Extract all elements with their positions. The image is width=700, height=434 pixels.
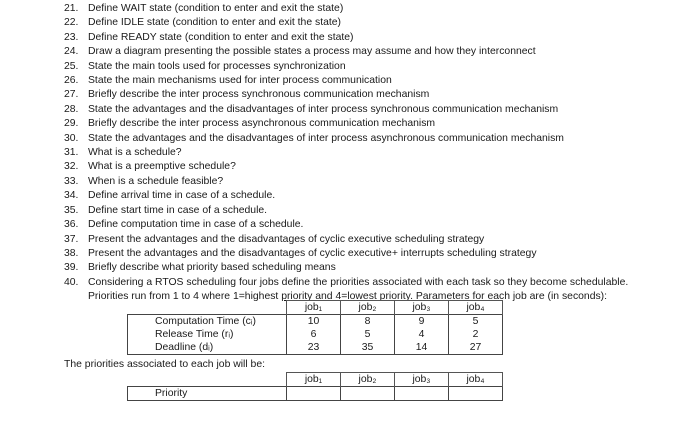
priorities-prompt: The priorities associated to each job will be: bbox=[64, 359, 265, 370]
table-row-deadline bbox=[128, 341, 503, 355]
table-cell: 8 bbox=[341, 315, 395, 329]
question-item bbox=[64, 2, 694, 16]
table-row-priority bbox=[128, 387, 503, 401]
table-cell: 14 bbox=[395, 341, 449, 355]
table-cell: 6 bbox=[287, 328, 341, 341]
question-number: 25. bbox=[64, 60, 79, 72]
column-header-job4: job₄ bbox=[449, 373, 503, 387]
question-number: 32. bbox=[64, 161, 79, 173]
question-number: 38. bbox=[64, 247, 79, 259]
column-header-job1: job₁ bbox=[287, 373, 341, 387]
question-item bbox=[64, 276, 694, 290]
column-header-job2: job₂ bbox=[341, 301, 395, 315]
question-text: Present the advantages and the disadvantages of cyclic executive+ interrupts scheduling strategy bbox=[88, 247, 537, 259]
question-item bbox=[64, 88, 694, 102]
question-text: Define IDLE state (condition to enter and exit the state) bbox=[88, 17, 341, 29]
priority-cell-job2 bbox=[341, 387, 395, 401]
question-item bbox=[64, 160, 694, 174]
table-corner-cell bbox=[128, 373, 287, 387]
question-item bbox=[64, 204, 694, 218]
question-item bbox=[64, 218, 694, 232]
table-cell: 23 bbox=[287, 341, 341, 355]
continuation-text-start: Priorities run from 1 to 4 where 1=highest bbox=[88, 291, 282, 303]
question-text: State the main mechanisms used for inter process communication bbox=[88, 75, 392, 87]
priority-answer-table bbox=[127, 372, 503, 401]
table-cell: 2 bbox=[449, 328, 503, 341]
question-text: Briefly describe the inter process synchronous communication mechanism bbox=[88, 89, 430, 101]
question-item bbox=[64, 60, 694, 74]
column-header-job2: job₂ bbox=[341, 373, 395, 387]
table-header-row bbox=[128, 373, 503, 387]
column-header-job3: job₃ bbox=[395, 373, 449, 387]
question-number: 30. bbox=[64, 132, 79, 144]
question-text: Define READY state (condition to enter and exit the state) bbox=[88, 31, 354, 43]
question-number: 29. bbox=[64, 118, 79, 130]
question-text: What is a schedule? bbox=[88, 147, 182, 159]
question-number: 26. bbox=[64, 75, 79, 87]
question-text: What is a preemptive schedule? bbox=[88, 161, 236, 173]
question-text: Briefly describe what priority based scheduling means bbox=[88, 262, 336, 274]
question-text: When is a schedule feasible? bbox=[88, 175, 224, 187]
question-text: Considering a RTOS scheduling four jobs define the priorities associated with each task so they become schedulable. bbox=[88, 276, 629, 288]
job-parameters-table bbox=[127, 300, 503, 355]
question-item bbox=[64, 117, 694, 131]
question-text: Define start time in case of a schedule. bbox=[88, 204, 268, 216]
table-row-release-time bbox=[128, 328, 503, 341]
question-item bbox=[64, 146, 694, 160]
priority-cell-job3 bbox=[395, 387, 449, 401]
priority-cell-job1 bbox=[287, 387, 341, 401]
question-number: 37. bbox=[64, 233, 79, 245]
column-header-job1: job₁ bbox=[287, 301, 341, 315]
question-item bbox=[64, 189, 694, 203]
table-cell: 5 bbox=[341, 328, 395, 341]
question-number: 36. bbox=[64, 219, 79, 231]
question-list bbox=[64, 2, 694, 290]
question-list-section bbox=[64, 2, 694, 305]
row-label: Release Time (rᵢ) bbox=[128, 328, 287, 341]
continuation-text-end: . Parameters for each job are (in seconds): bbox=[410, 291, 608, 303]
question-item bbox=[64, 74, 694, 88]
table-cell: 27 bbox=[449, 341, 503, 355]
table-cell: 9 bbox=[395, 315, 449, 329]
question-number: 28. bbox=[64, 103, 79, 115]
question-text: Present the advantages and the disadvantages of cyclic executive scheduling strategy bbox=[88, 233, 485, 245]
table-cell: 35 bbox=[341, 341, 395, 355]
question-item bbox=[64, 261, 694, 275]
question-item bbox=[64, 45, 694, 59]
question-item bbox=[64, 16, 694, 30]
question-item bbox=[64, 103, 694, 117]
question-text: State the advantages and the disadvantages of inter process synchronous communication mechanism bbox=[88, 103, 559, 115]
question-text: State the advantages and the disadvantages of inter process asynchronous communication mechanism bbox=[88, 132, 564, 144]
table-cell: 10 bbox=[287, 315, 341, 329]
question-number: 40. bbox=[64, 276, 79, 288]
question-text: Briefly describe the inter process asynchronous communication mechanism bbox=[88, 118, 436, 130]
question-item bbox=[64, 247, 694, 261]
question-text: Draw a diagram presenting the possible states a process may assume and how they interconnect bbox=[88, 46, 536, 58]
question-text: State the main tools used for processes synchronization bbox=[88, 60, 346, 72]
question-number: 31. bbox=[64, 147, 79, 159]
row-label: Priority bbox=[128, 387, 287, 401]
question-text: Define WAIT state (condition to enter and exit the state) bbox=[88, 3, 344, 14]
table-corner-cell bbox=[128, 301, 287, 315]
priority-cell-job4 bbox=[449, 387, 503, 401]
column-header-job3: job₃ bbox=[395, 301, 449, 315]
question-number: 27. bbox=[64, 89, 79, 101]
question-item bbox=[64, 132, 694, 146]
table-header-row bbox=[128, 301, 503, 315]
question-number: 21. bbox=[64, 3, 79, 14]
question-number: 33. bbox=[64, 175, 79, 187]
question-number: 35. bbox=[64, 204, 79, 216]
question-number: 34. bbox=[64, 190, 79, 202]
question-number: 24. bbox=[64, 46, 79, 58]
table-cell: 5 bbox=[449, 315, 503, 329]
column-header-job4: job₄ bbox=[449, 301, 503, 315]
question-number: 23. bbox=[64, 31, 79, 43]
table-cell: 4 bbox=[395, 328, 449, 341]
question-text: Define computation time in case of a schedule. bbox=[88, 219, 304, 231]
question-number: 22. bbox=[64, 17, 79, 29]
row-label: Deadline (dᵢ) bbox=[128, 341, 287, 355]
question-number: 39. bbox=[64, 262, 79, 274]
question-text: Define arrival time in case of a schedule. bbox=[88, 190, 276, 202]
question-item bbox=[64, 31, 694, 45]
continuation-text-underlined: priority and 4=lowest priority bbox=[281, 291, 411, 303]
table-row-computation-time bbox=[128, 315, 503, 329]
question-item bbox=[64, 175, 694, 189]
row-label: Computation Time (cᵢ) bbox=[128, 315, 287, 329]
question-item bbox=[64, 233, 694, 247]
